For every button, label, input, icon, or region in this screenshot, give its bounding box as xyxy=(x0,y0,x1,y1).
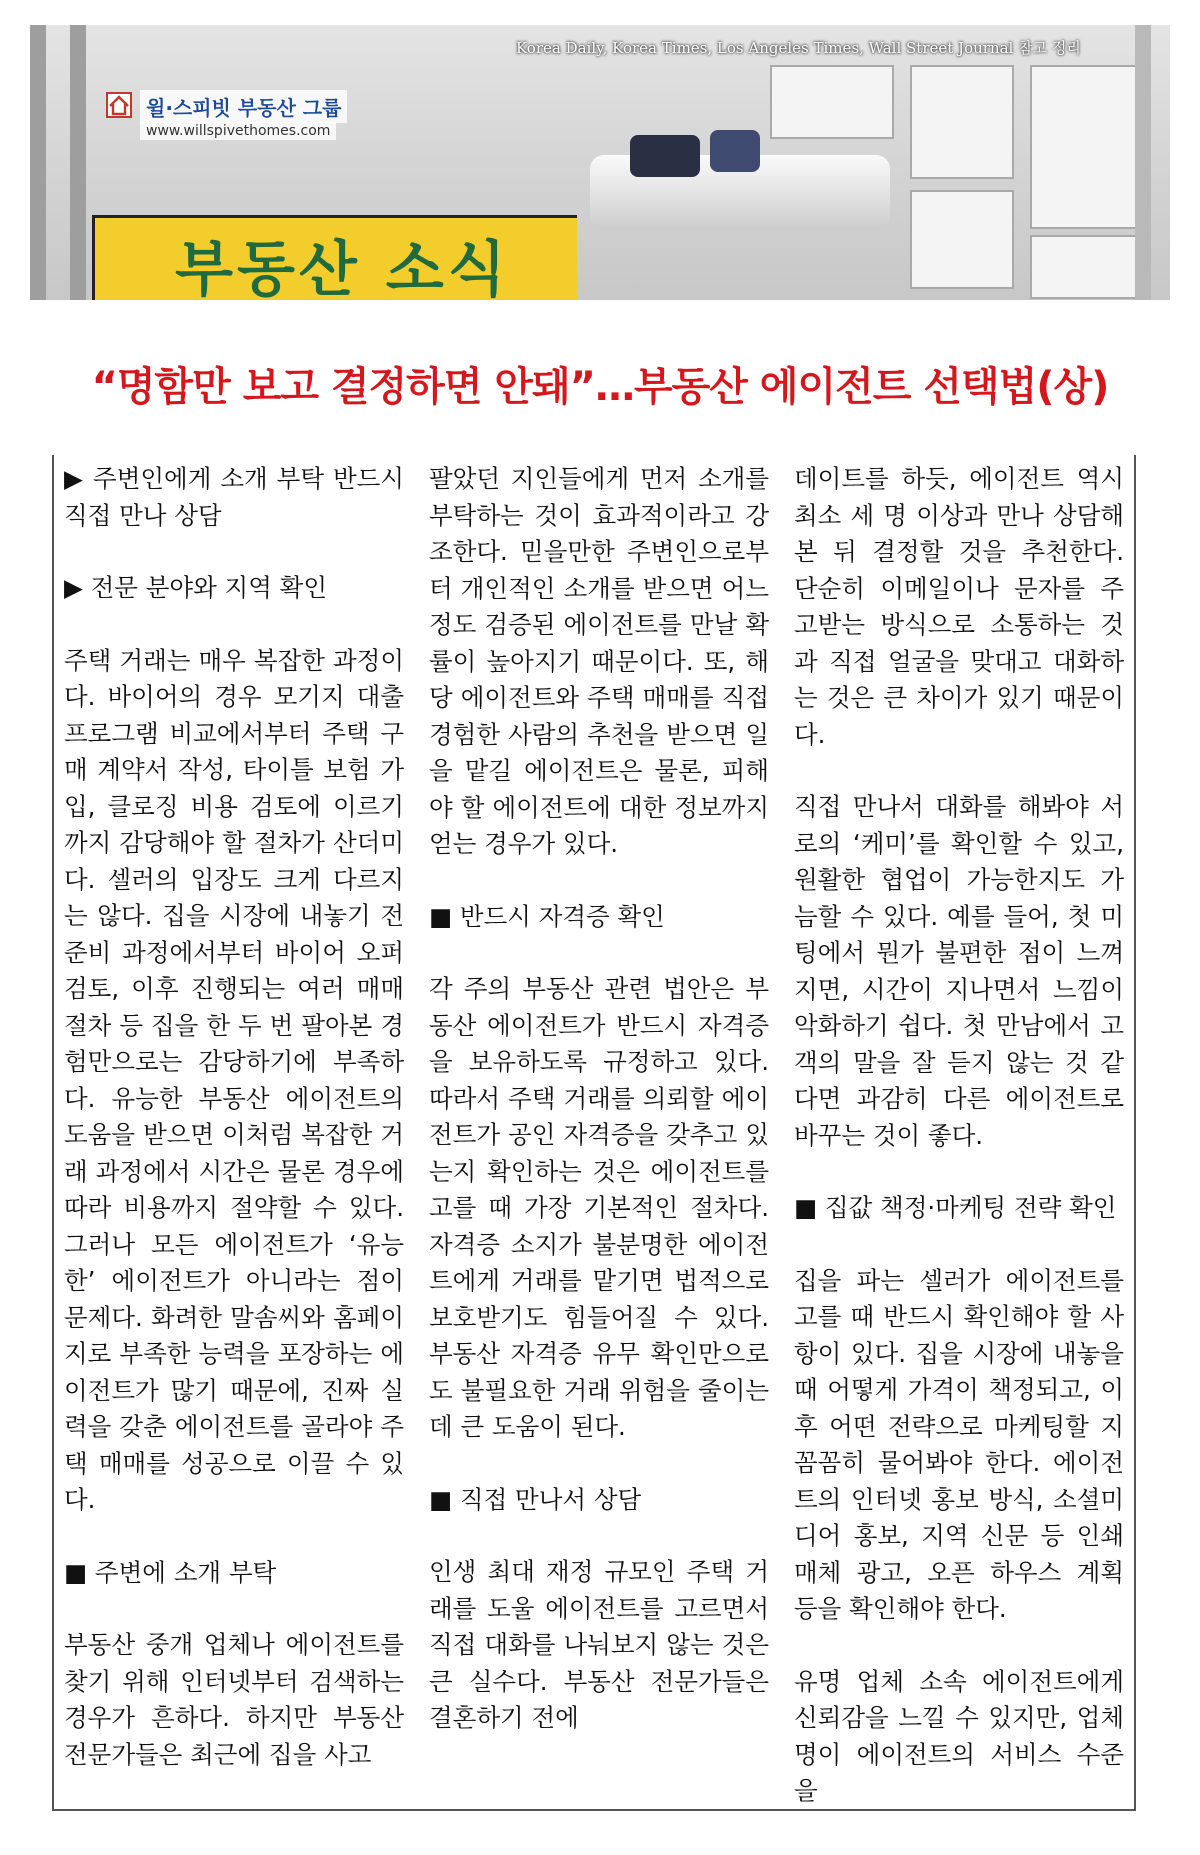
section-heading: ■ 직접 만나서 상담 xyxy=(429,1484,642,1514)
paragraph: 유명 업체 소속 에이전트에게 신뢰감을 느낄 수 있지만, 업체 명이 에이전트의 서비스 수준을 xyxy=(794,1666,1124,1805)
paragraph: 인생 최대 재정 규모인 주택 거래를 도울 에이전트를 고르면서 직접 대화를 나눠보지 않는 것은 큰 실수다. 부동산 전문가들은 결혼하기 전에 xyxy=(429,1557,769,1732)
section-heading: ■ 주변에 소개 부탁 xyxy=(64,1557,277,1587)
brand-url: www.willspivethomes.com xyxy=(140,122,336,140)
article-column-2 xyxy=(429,461,769,1806)
paragraph: 각 주의 부동산 관련 법안은 부동산 에이전트가 반드시 자격증을 보유하도록 규정하고 있다. 따라서 주택 거래를 의뢰할 에이전트가 공인 자격증을 갖추고 있는지 확인하는 것은 에이전트를 고를 때 가장 기본적인 절차다. 자격증 소지가 불분명한 에이전트에게 거래를 맡기면 법적으로 보호받기도 힘들어질 수 있다. 부동산 자격증 유무 확인만으로도 불필요한 거래 위험을 줄이는 데 큰 도움이 된다. xyxy=(429,974,769,1441)
section-title: 부동산 소식 xyxy=(175,235,510,300)
article-column-3 xyxy=(794,461,1124,1806)
article-body xyxy=(52,455,1136,1811)
brand-block xyxy=(70,90,370,180)
article-column-1 xyxy=(64,461,404,1806)
section-heading: ■ 집값 책정·마케팅 전략 확인 xyxy=(794,1193,1117,1222)
paragraph: 집을 파는 셀러가 에이전트를 고를 때 반드시 확인해야 할 사항이 있다. 집을 시장에 내놓을 때 어떻게 가격이 책정되고, 이후 어떤 전략으로 마케팅할 지 꼼꼼히 물어봐야 한다. 에이전트의 인터넷 홍보 방식, 소셜미디어 홍보, 지역 신문 등 인쇄 매체 광고, 오픈 하우스 계획 등을 확인해야 한다. xyxy=(794,1265,1124,1623)
section-label-box xyxy=(92,215,577,300)
paragraph: 부동산 중개 업체나 에이전트를 찾기 위해 인터넷부터 검색하는 경우가 흔하다. 하지만 부동산 전문가들은 최근에 집을 사고 xyxy=(64,1630,404,1769)
headline: “명함만 보고 결정하면 안돼”…부동산 에이전트 선택법(상) xyxy=(91,364,1109,410)
section-heading: ■ 반드시 자격증 확인 xyxy=(429,901,665,931)
subhead: ▶ 전문 분야와 지역 확인 xyxy=(64,573,327,602)
paragraph: 데이트를 하듯, 에이전트 역시 최소 세 명 이상과 만나 상담해 본 뒤 결정할 것을 추천한다. 단순히 이메일이나 문자를 주고받는 방식으로 소통하는 것과 직접 얼굴을 맞대고 대화하는 것은 큰 차이가 있기 때문이다. xyxy=(794,464,1124,749)
brand-name: 윌·스피빗 부동산 그룹 xyxy=(140,90,347,123)
house-logo-icon xyxy=(106,92,132,118)
banner-sources: Korea Daily, Korea Times, Los Angeles Times, Wall Street Journal 참고 정리 xyxy=(516,39,1081,57)
subhead: ▶ 주변인에게 소개 부탁 반드시 직접 만나 상담 xyxy=(64,464,404,530)
paragraph: 팔았던 지인들에게 먼저 소개를 부탁하는 것이 효과적이라고 강조한다. 믿을만한 주변인으로부터 개인적인 소개를 받으면 어느 정도 검증된 에이전트를 만날 확률이 높아지기 때문이다. 또, 해당 에이전트와 주택 매매를 직접 경험한 사람의 추천을 받으면 일을 맡길 에이전트은 물론, 피해야 할 에이전트에 대한 정보까지 얻는 경우가 있다. xyxy=(429,464,769,858)
header-banner xyxy=(30,25,1170,300)
paragraph: 주택 거래는 매우 복잡한 과정이다. 바이어의 경우 모기지 대출 프로그램 비교에서부터 주택 구매 계약서 작성, 타이틀 보험 가입, 클로징 비용 검토에 이르기까지 감당해야 할 절차가 산더미다. 셀러의 입장도 크게 다르지는 않다. 집을 시장에 내놓기 전 준비 과정에서부터 바이어 오퍼 검토, 이후 진행되는 여러 매매 절차 등 집을 한 두 번 팔아본 경험만으로는 감당하기에 부족하다. 유능한 부동산 에이전트의 도움을 받으면 이처럼 복잡한 거래 과정에서 시간은 물론 경우에 따라 비용까지 절약할 수 있다. 그러나 모든 에이전트가 ‘유능한’ 에이전트가 아니라는 점이 문제다. 화려한 말솜씨와 홈페이지로 부족한 능력을 포장하는 에이전트가 많기 때문에, 진짜 실력을 갖춘 에이전트를 골라야 주택 매매를 성공으로 이끌 수 있다. xyxy=(64,645,404,1514)
paragraph: 직접 만나서 대화를 해봐야 서로의 ‘케미’를 확인할 수 있고, 원활한 협업이 가능한지도 가늠할 수 있다. 예를 들어, 첫 미팅에서 뭔가 불편한 점이 느껴지면, 시간이 지나면서 느낌이 악화하기 쉽다. 첫 만남에서 고객의 말을 잘 듣지 않는 것 같다면 과감히 다른 에이전트로 바꾸는 것이 좋다. xyxy=(794,792,1124,1150)
